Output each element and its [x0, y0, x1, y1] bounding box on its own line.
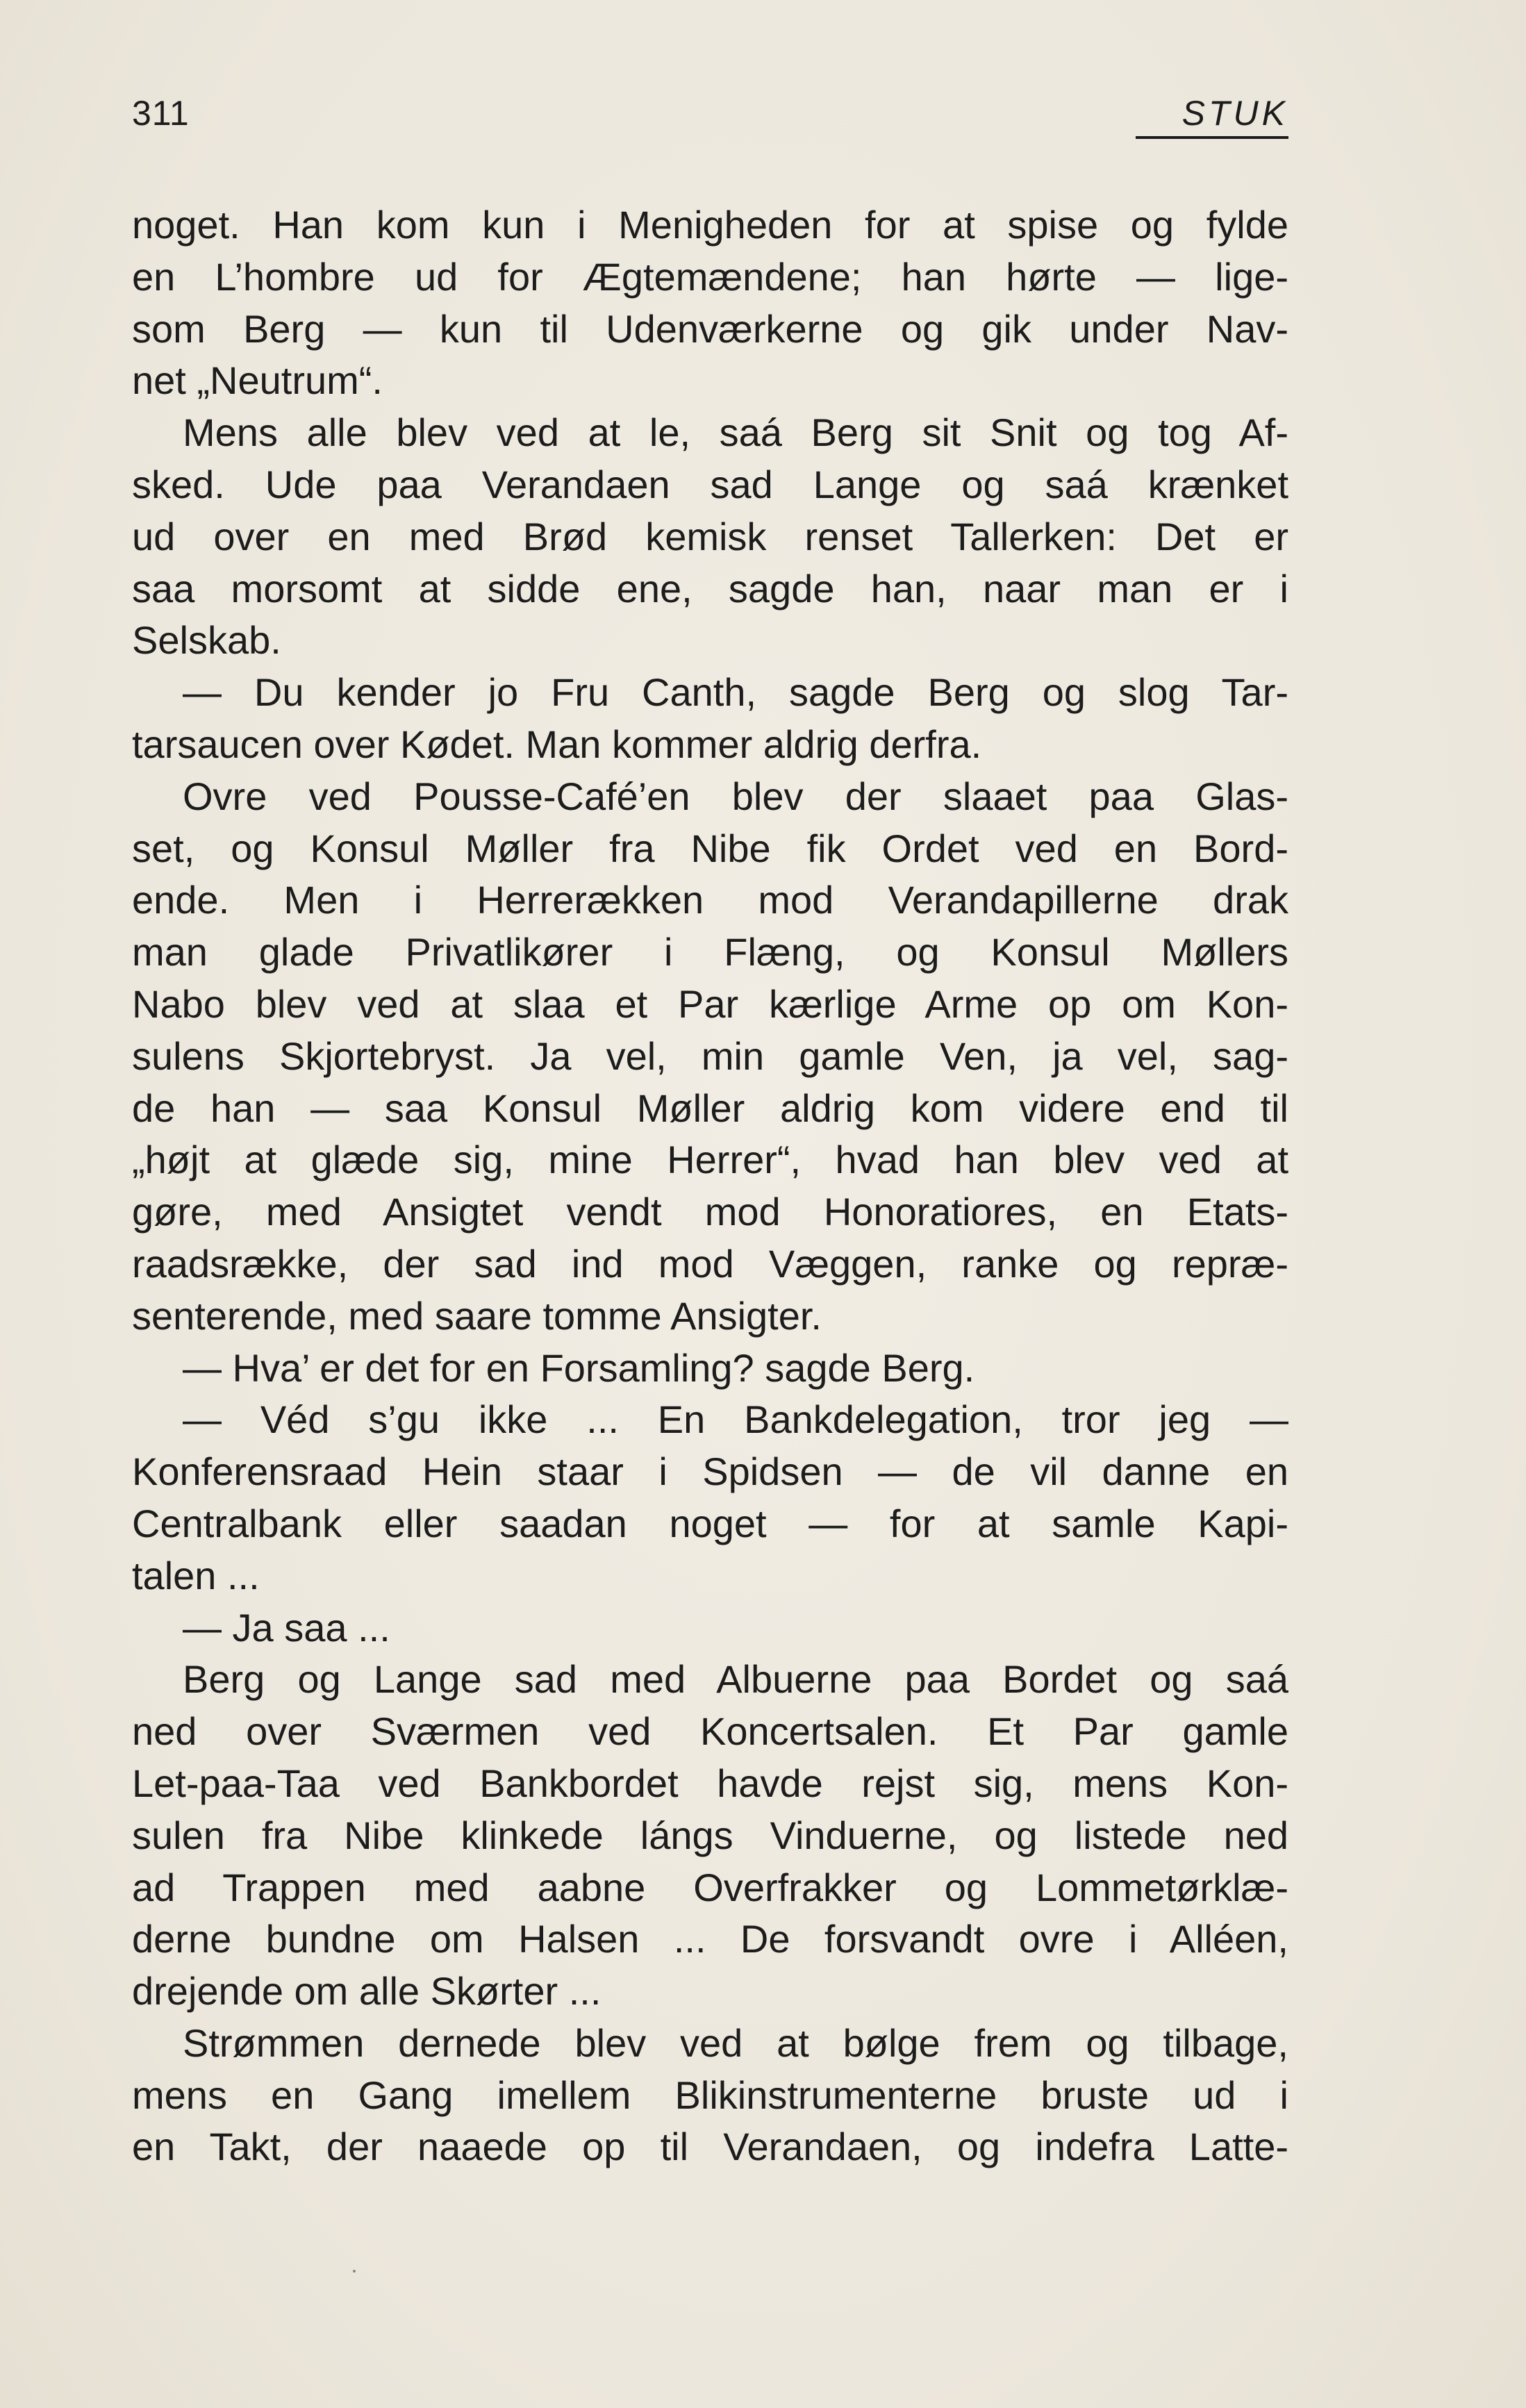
text-line: senterende, med saare tomme Ansigter. [132, 1293, 822, 1338]
text-line: som Berg — kun til Udenværkerne og gik under Nav- [132, 306, 1288, 351]
page-number: 311 [132, 94, 190, 133]
text-line: Mens alle blev ved at le, saá Berg sit Snit og tog Af- [183, 410, 1288, 455]
text-line: tarsaucen over Kødet. Man kommer aldrig derfra. [132, 722, 982, 766]
text-line: en Takt, der naaede op til Verandaen, og indefra Latte- [132, 2125, 1288, 2169]
text-line: Centralbank eller saadan noget — for at samle Kapi- [132, 1501, 1288, 1545]
text-line: Ovre ved Pousse-Café’en blev der slaaet paa Glas- [183, 774, 1288, 818]
text-line: — Du kender jo Fru Canth, sagde Berg og slog Tar- [183, 670, 1288, 715]
text-line: Berg og Lange sad med Albuerne paa Bordet og saá [183, 1657, 1288, 1702]
text-line: Nabo blev ved at slaa et Par kærlige Arme op om Kon- [132, 981, 1288, 1026]
text-line: Konferensraad Hein staar i Spidsen — de vil danne en [132, 1450, 1288, 1494]
text-line: man glade Privatlikører i Flæng, og Konsul Møllers [132, 930, 1288, 974]
text-line: set, og Konsul Møller fra Nibe fik Ordet ved en Bord- [132, 826, 1288, 870]
text-line: noget. Han kom kun i Menigheden for at spise og fylde [132, 203, 1288, 247]
text-line: Strømmen dernede blev ved at bølge frem og tilbage, [183, 2020, 1288, 2065]
text-line: net „Neutrum“. [132, 358, 383, 403]
text-line: Selskab. [132, 618, 281, 663]
text-line: — Ja saa ... [183, 1605, 390, 1650]
running-head: STUK [1136, 93, 1288, 139]
text-line: mens en Gang imellem Blikinstrumenterne bruste ud i [132, 2073, 1288, 2117]
text-line: talen ... [132, 1553, 260, 1597]
paper-speck [353, 2270, 356, 2273]
text-line: — Véd s’gu ikke ... En Bankdelegation, tror jeg — [183, 1397, 1288, 1442]
text-line: raadsrække, der sad ind mod Væggen, ranke og repræ- [132, 1241, 1288, 1286]
text-line: sked. Ude paa Verandaen sad Lange og saá krænket [132, 462, 1288, 506]
text-line: „højt at glæde sig, mine Herrer“, hvad han blev ved at [132, 1138, 1288, 1182]
text-line: saa morsomt at sidde ene, sagde han, naar man er i [132, 566, 1288, 611]
text-line: sulen fra Nibe klinkede lángs Vinduerne, og listede ned [132, 1813, 1288, 1857]
page-header [132, 89, 1288, 144]
text-line: ud over en med Brød kemisk renset Tallerken: Det er [132, 514, 1288, 558]
text-line: de han — saa Konsul Møller aldrig kom videre end til [132, 1086, 1288, 1130]
text-line: ad Trappen med aabne Overfrakker og Lommetørklæ- [132, 1865, 1288, 1909]
body-text [132, 199, 1288, 2173]
text-line: derne bundne om Halsen ... De forsvandt ovre i Alléen, [132, 1917, 1288, 1961]
text-line: en L’hombre ud for Ægtemændene; han hørte — lige- [132, 254, 1288, 299]
text-line: gøre, med Ansigtet vendt mod Honoratiores, en Etats- [132, 1190, 1288, 1234]
text-line: — Hva’ er det for en Forsamling? sagde Berg. [183, 1345, 975, 1390]
text-line: sulens Skjortebryst. Ja vel, min gamle Ven, ja vel, sag- [132, 1033, 1288, 1078]
text-line: Let-paa-Taa ved Bankbordet havde rejst sig, mens Kon- [132, 1761, 1288, 1805]
text-line: drejende om alle Skørter ... [132, 1969, 602, 2013]
text-line: ende. Men i Herrerækken mod Verandapillerne drak [132, 878, 1288, 922]
text-line: ned over Sværmen ved Koncertsalen. Et Par gamle [132, 1709, 1288, 1754]
